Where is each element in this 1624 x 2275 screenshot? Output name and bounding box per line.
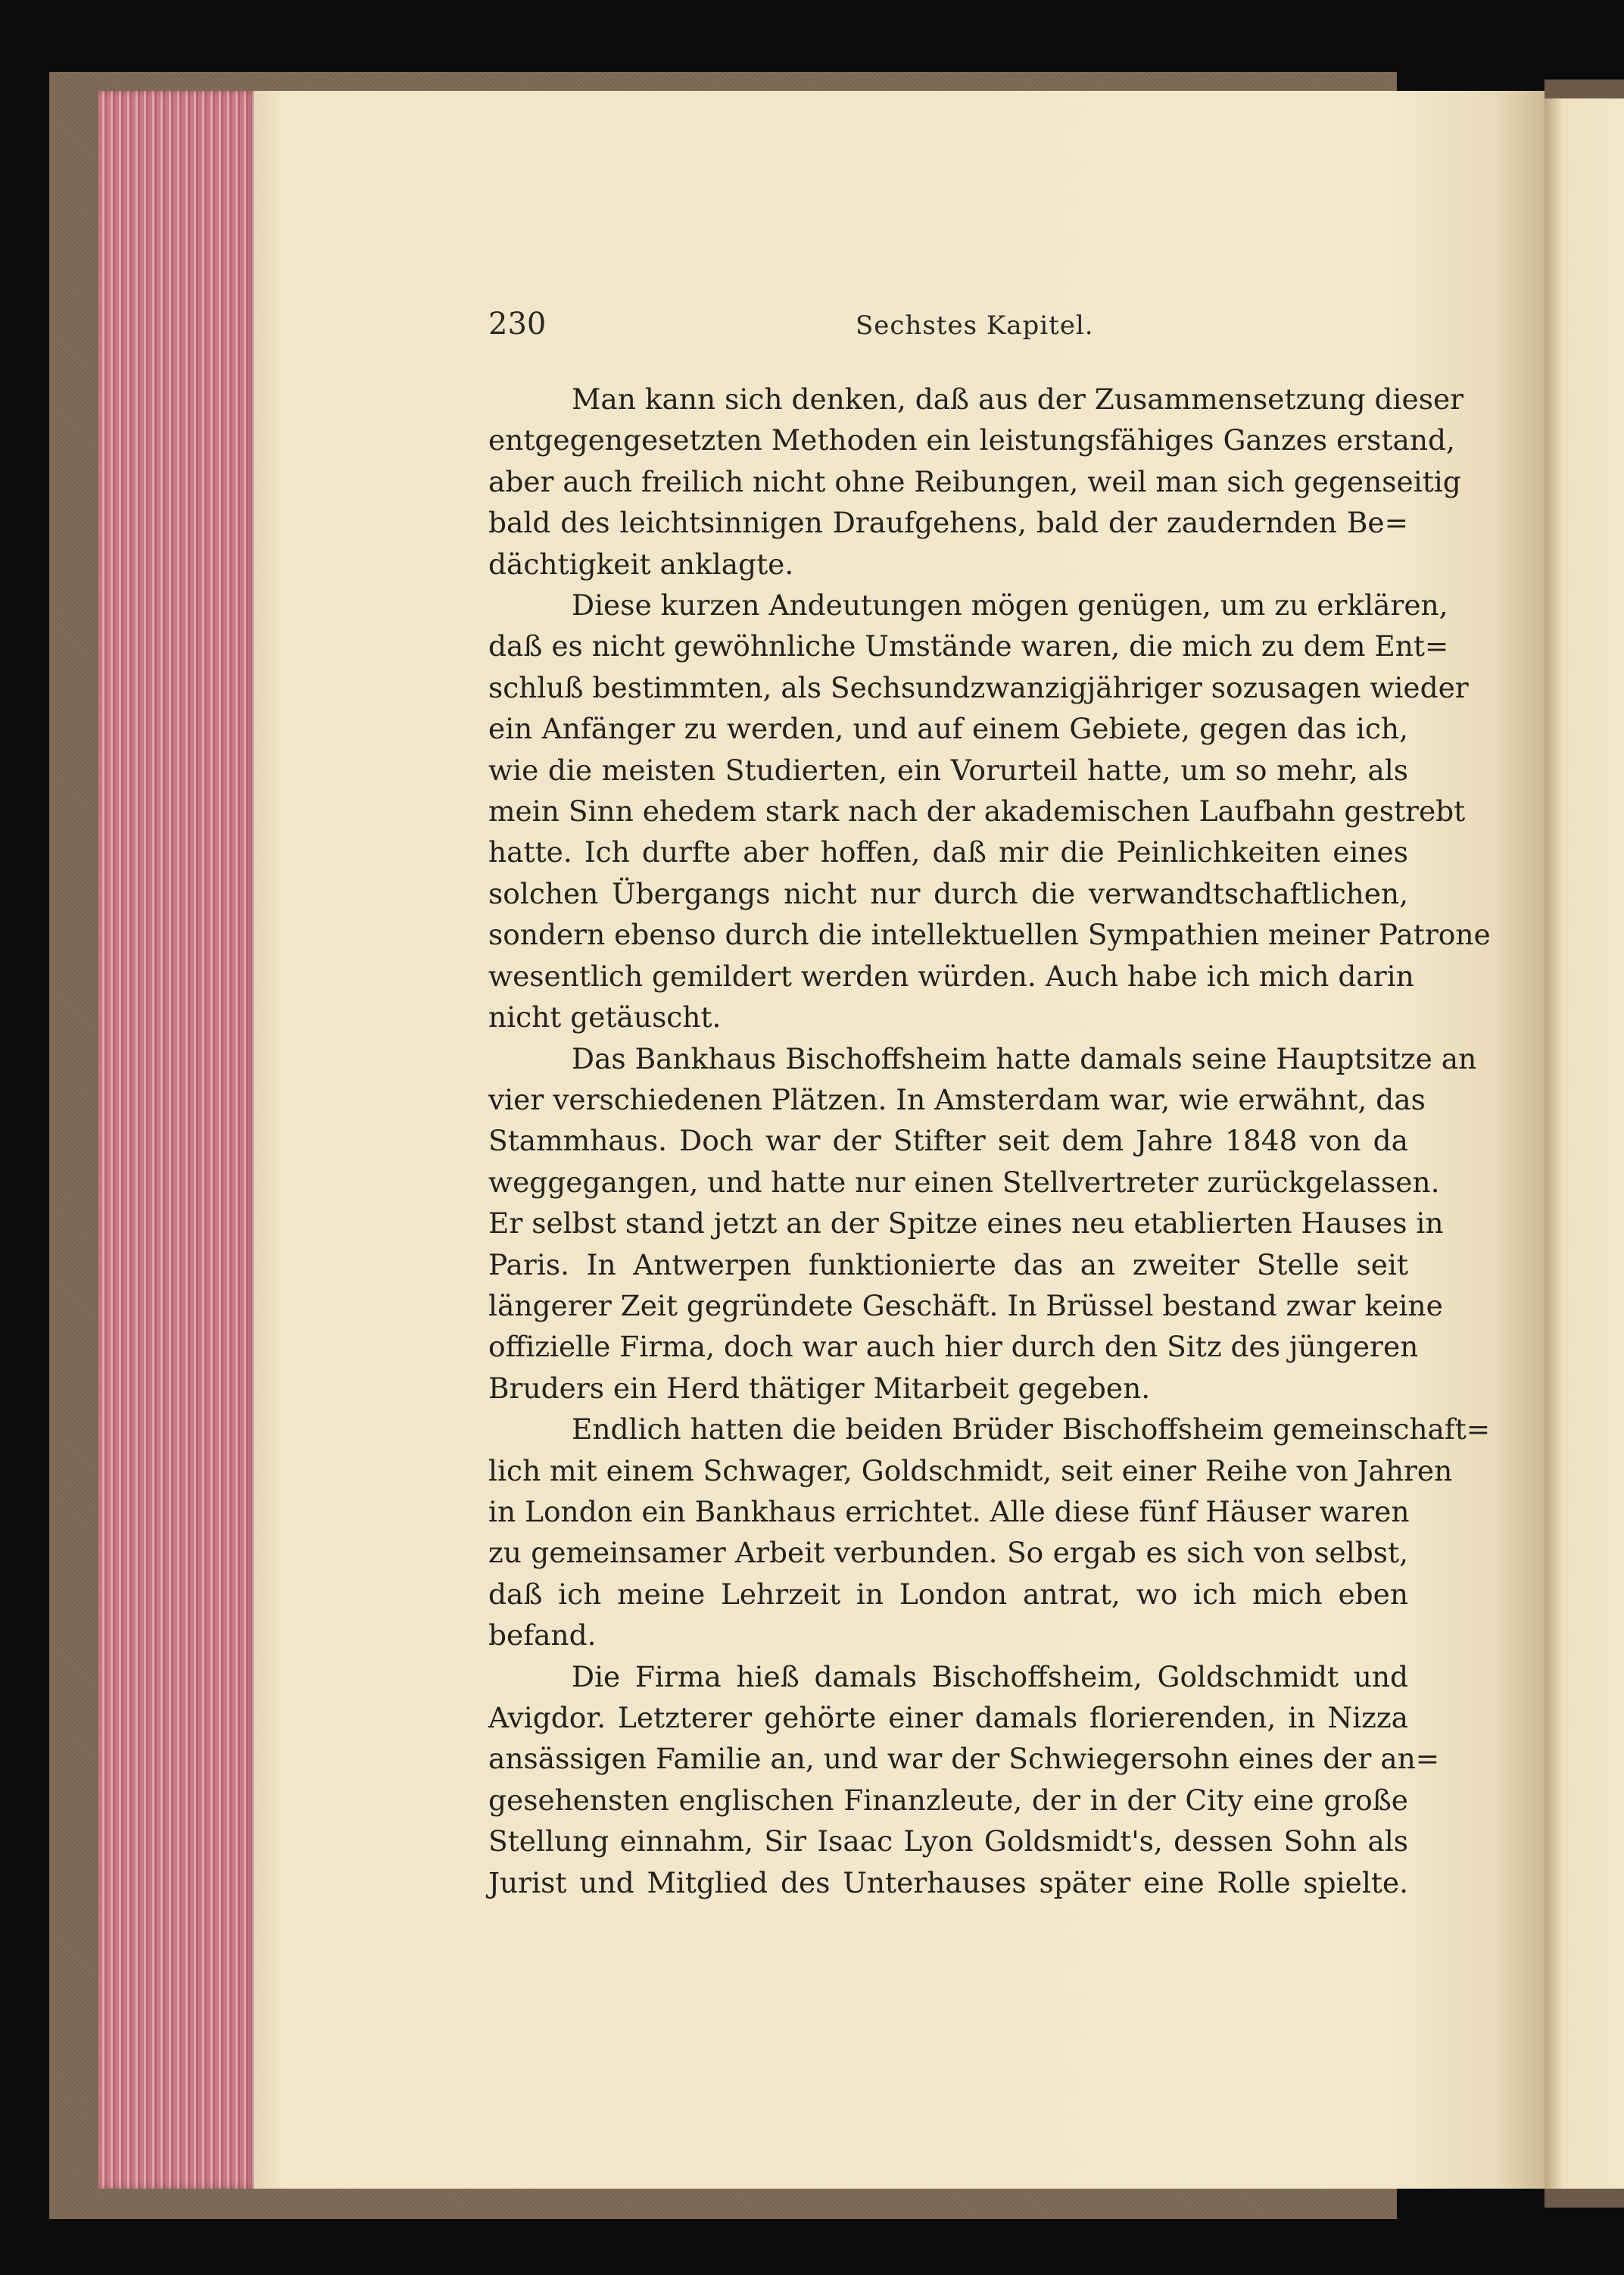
- text-line: gesehensten englischen Finanzleute, der in der City eine große: [488, 1783, 1408, 1817]
- text-line: Man kann sich denken, daß aus der Zusammensetzung dieser: [572, 382, 1464, 416]
- paragraph-1: [488, 379, 1464, 585]
- text-line: Stellung einnahm, Sir Isaac Lyon Goldsmidt's, dessen Sohn als: [488, 1824, 1408, 1858]
- text-line: hatte. Ich durfte aber hoffen, daß mir die Peinlichkeiten eines: [488, 835, 1408, 869]
- text-line: bald des leichtsinnigen Draufgehens, bald der zaudernden Be=: [488, 506, 1408, 540]
- text-line: Stammhaus. Doch war der Stifter seit dem Jahre 1848 von da: [488, 1124, 1408, 1158]
- text-line: lich mit einem Schwager, Goldschmidt, seit einer Reihe von Jahren: [488, 1453, 1453, 1487]
- text-line: wesentlich gemildert werden würden. Auch habe ich mich darin: [488, 959, 1414, 993]
- page-number: 230: [488, 307, 547, 342]
- running-head: Sechstes Kapitel.: [856, 311, 1094, 341]
- text-line: aber auch freilich nicht ohne Reibungen, weil man sich gegenseitig: [488, 464, 1461, 498]
- text-line: Bruders ein Herd thätiger Mitarbeit gegeben.: [488, 1371, 1151, 1405]
- paragraph-2: [488, 585, 1491, 1038]
- text-line: ansässigen Familie an, und war der Schwiegersohn eines der an=: [488, 1742, 1440, 1776]
- text-line: Jurist und Mitglied des Unterhauses später eine Rolle spielte.: [488, 1865, 1408, 1899]
- text-line: daß ich meine Lehrzeit in London antrat, wo ich mich eben: [488, 1577, 1408, 1611]
- text-line: Diese kurzen Andeutungen mögen genügen, um zu erklären,: [572, 588, 1448, 623]
- text-line: Endlich hatten die beiden Brüder Bischoffsheim gemeinschaft=: [572, 1412, 1491, 1446]
- text-line: Das Bankhaus Bischoffsheim hatte damals seine Hauptsitze an: [572, 1041, 1477, 1075]
- page-edges: [98, 91, 257, 2189]
- text-line: wie die meisten Studierten, ein Vorurteil hatte, um so mehr, als: [488, 753, 1408, 787]
- facing-page-edge: [1545, 98, 1624, 2189]
- text-line: sondern ebenso durch die intellektuellen Sympathien meiner Patrone: [488, 918, 1491, 952]
- text-line: schluß bestimmten, als Sechsundzwanzigjähriger sozusagen wieder: [488, 670, 1469, 704]
- paragraph-3: [488, 1038, 1477, 1409]
- text-line: entgegengesetzten Methoden ein leistungsfähiges Ganzes erstand,: [488, 423, 1455, 457]
- text-line: dächtigkeit anklagte.: [488, 547, 794, 581]
- text-line: Die Firma hieß damals Bischoffsheim, Goldschmidt und: [572, 1659, 1408, 1693]
- text-line: befand.: [488, 1618, 597, 1652]
- text-line: offizielle Firma, doch war auch hier durch den Sitz des jüngeren: [488, 1330, 1419, 1364]
- text-line: Paris. In Antwerpen funktionierte das an zweiter Stelle seit: [488, 1247, 1408, 1281]
- text-line: zu gemeinsamer Arbeit verbunden. So ergab es sich von selbst,: [488, 1536, 1408, 1570]
- text-line: Avigdor. Letzterer gehörte einer damals florierenden, in Nizza: [488, 1701, 1408, 1734]
- body-text: [488, 379, 1491, 1903]
- paragraph-4: [488, 1409, 1491, 1656]
- text-line: nicht getäuscht.: [488, 1000, 722, 1035]
- text-line: ein Anfänger zu werden, und auf einem Gebiete, gegen das ich,: [488, 712, 1408, 746]
- text-line: längerer Zeit gegründete Geschäft. In Brüssel bestand zwar keine: [488, 1288, 1443, 1322]
- text-line: daß es nicht gewöhnliche Umstände waren, die mich zu dem Ent=: [488, 629, 1449, 663]
- text-line: weggegangen, und hatte nur einen Stellvertreter zurückgelassen.: [488, 1165, 1440, 1199]
- text-line: vier verschiedenen Plätzen. In Amsterdam war, wie erwähnt, das: [488, 1082, 1426, 1116]
- text-line: in London ein Bankhaus errichtet. Alle diese fünf Häuser waren: [488, 1494, 1410, 1528]
- text-line: solchen Übergangs nicht nur durch die verwandtschaftlichen,: [488, 876, 1408, 910]
- text-line: mein Sinn ehedem stark nach der akademischen Laufbahn gestrebt: [488, 794, 1466, 829]
- paragraph-5: [488, 1656, 1440, 1903]
- text-line: Er selbst stand jetzt an der Spitze eines neu etablierten Hauses in: [488, 1206, 1444, 1240]
